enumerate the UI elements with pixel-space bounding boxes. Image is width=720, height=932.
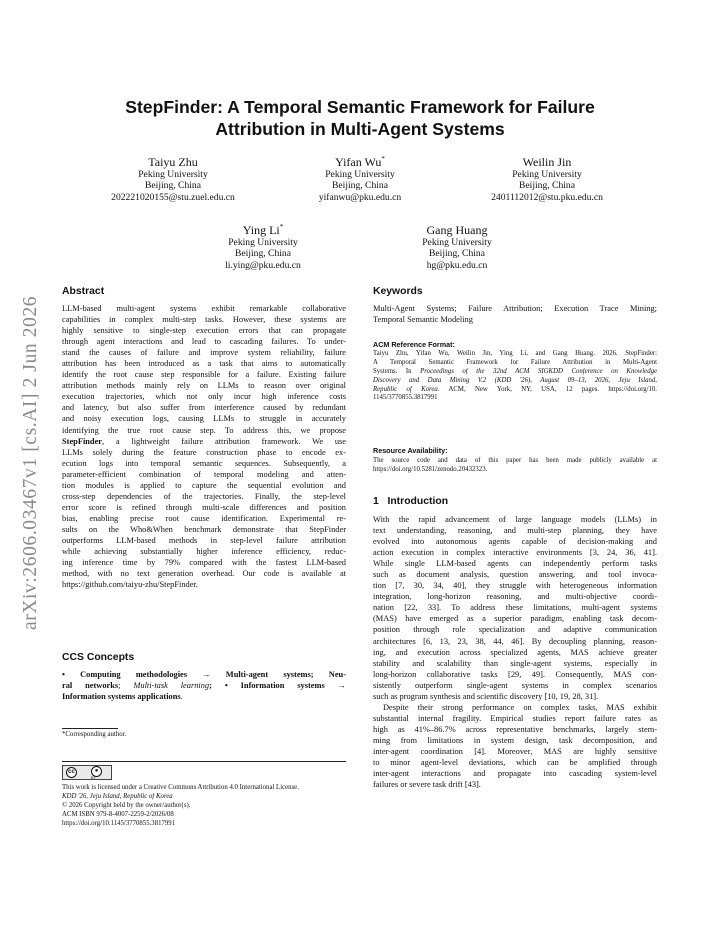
text-line: identifying the true root cause step. To address this, we propose bbox=[62, 425, 346, 435]
text-line: StepFinder, a lightweight failure attribution framework. We use bbox=[62, 436, 346, 446]
text-line: such as document analysis, question answering, and tool invoca- bbox=[373, 570, 657, 580]
text-line: evolved into autonomous agents capable of decision-making and bbox=[373, 537, 657, 547]
author-mark: * bbox=[381, 155, 385, 163]
text-line: position through role specialization and adaptive communication bbox=[373, 625, 657, 635]
author-email[interactable]: yifanwu@pku.edu.cn bbox=[318, 191, 402, 203]
abstract-body bbox=[62, 303, 346, 590]
author-name: Gang Huang bbox=[426, 223, 488, 237]
text-line: LLM-based multi-agent systems exhibit remarkable collaborative bbox=[62, 304, 346, 313]
text-line: outperforms LLM-based methods in step-level failure attribution bbox=[62, 535, 346, 545]
author-location: Beijing, China bbox=[145, 180, 201, 192]
author-block bbox=[357, 220, 557, 271]
text-line: https://doi.org/10.1145/3770855.3817991 bbox=[62, 819, 176, 827]
text-line: and latency, but also suffer from interference caused by redundant bbox=[62, 403, 346, 413]
by-label: BY bbox=[91, 776, 96, 780]
section-number: 1 bbox=[373, 496, 379, 507]
license-text bbox=[62, 784, 346, 828]
author-affiliation: Peking University bbox=[512, 169, 582, 180]
paper-title bbox=[60, 96, 660, 140]
author-location: Beijing, China bbox=[429, 248, 485, 260]
text-line: to minor agent-level deviations, which can be amplified through bbox=[373, 758, 657, 768]
ccs-arrow: → bbox=[337, 681, 346, 691]
text-line: Systems. In Proceedings of the 32nd ACM SIGKDD Conference on Knowledge bbox=[373, 367, 657, 375]
text-line: Despite their strong performance on complex tasks, MAS exhibit bbox=[383, 702, 657, 712]
author-affiliation: Peking University bbox=[422, 237, 492, 248]
author-affiliation: Peking University bbox=[228, 237, 298, 248]
text-line: tion [7, 30, 34, 40], they struggle with heterogeneous information bbox=[373, 581, 657, 591]
text-line: substantial internal fragility. Empirical studies report failure rates as bbox=[373, 713, 657, 723]
text-line: text understanding, reasoning, and multi-step planning, they have bbox=[373, 526, 657, 536]
ccs-term: ; Neu- bbox=[310, 670, 346, 679]
ccs-term: ; • Information systems bbox=[209, 681, 325, 691]
abstract-heading: Abstract bbox=[62, 286, 105, 297]
text-line: This work is licensed under a Creative Commons Attribution 4.0 International License. bbox=[62, 784, 299, 791]
text-line: such as program synthesis and scientific discovery [10, 19, 28, 31]. bbox=[373, 691, 599, 701]
text-line: ecution logs into temporal semantic sequences. Subsequently, a bbox=[62, 458, 346, 468]
author-email[interactable]: hg@pku.edu.cn bbox=[426, 259, 488, 271]
text-line: Taiyu Zhu, Yifan Wu, Weilin Jin, Ying Li, and Gang Huang. 2026. StepFinder: bbox=[373, 350, 657, 357]
text-line: Temporal Semantic Modeling bbox=[373, 315, 473, 325]
author-name: Weilin Jin bbox=[522, 155, 572, 169]
text-line: © 2026 Copyright held by the owner/author(s). bbox=[62, 801, 191, 809]
text-line: tion modules is applied to capture the sequential evolution and bbox=[62, 480, 346, 490]
text-line: execution trajectories, which not only incur high inference costs bbox=[62, 392, 346, 402]
license-rule bbox=[62, 761, 346, 762]
text-line: identify the root cause step responsible for a failure. Existing failure bbox=[62, 370, 346, 380]
author-email[interactable]: 2401112012@stu.pku.edu.cn bbox=[491, 191, 603, 203]
footnote: *Corresponding author. bbox=[62, 731, 127, 738]
author-mark: * bbox=[279, 223, 284, 231]
text-line: high as 41%–86.7% across representative benchmarks, largely stem- bbox=[373, 724, 657, 734]
text-line: attribution methods mainly rely on LLMs to reason over original bbox=[62, 381, 346, 391]
text-line: 1145/3770855.3817991 bbox=[373, 394, 438, 402]
text-line: error score is refined through multi-scale differences and position bbox=[62, 502, 346, 512]
ccs-period: . bbox=[180, 692, 183, 702]
keywords-body bbox=[373, 303, 657, 325]
text-line: attribution has been introduced as a task that aims to automatically bbox=[62, 359, 346, 369]
author-name: Ying Li bbox=[242, 223, 280, 237]
resource-heading: Resource Availability: bbox=[373, 446, 448, 455]
text-line: With the rapid advancement of large language models (LLMs) in bbox=[373, 515, 657, 524]
text-line: https://doi.org/10.5281/zenodo.20432323. bbox=[373, 465, 488, 473]
ccs-term: • Computing methodologies bbox=[62, 670, 188, 679]
text-line: nation [22, 33]. To address these limitations, multi-agent systems bbox=[373, 603, 657, 613]
author-block bbox=[447, 152, 647, 203]
text-line: ACM ISBN 979-8-4007-2259-2/2026/08 bbox=[62, 810, 174, 818]
creative-commons-badge[interactable] bbox=[62, 765, 112, 780]
text-line: While single LLM-based agents can independently perform tasks bbox=[373, 559, 657, 569]
text-line: Republic of Korea. ACM, New York, NY, USA, 12 pages. https://doi.org/10. bbox=[373, 385, 657, 393]
author-location: Beijing, China bbox=[519, 180, 575, 192]
text-line: and noisy execution logs, causing LLMs to struggle in accurately bbox=[62, 414, 346, 424]
by-person-icon: ● bbox=[91, 766, 102, 777]
ccs-concepts bbox=[62, 669, 346, 702]
text-line: Discovery and Data Mining V.2 (KDD '26), August 09–13, 2026, Jeju Island, bbox=[373, 376, 657, 384]
author-block bbox=[163, 220, 363, 271]
text-line: while achieving substantially higher inference efficiency, reduc- bbox=[62, 547, 346, 557]
ccs-term: ral networks bbox=[62, 681, 119, 691]
text-line: architectures [6, 13, 23, 38, 44, 46]. By decoupling planning, reason- bbox=[373, 636, 657, 646]
text-line: (MAS) have emerged as a superior paradigm, enabling task decom- bbox=[373, 614, 657, 624]
text-line: inter-agent interactions and propagate into cascading system-level bbox=[373, 769, 657, 779]
title-line-2: Attribution in Multi-Agent Systems bbox=[215, 119, 505, 139]
ccs-term: Multi-task learning bbox=[133, 681, 210, 691]
text-line: through agent interactions and lead to cascading failures. To under- bbox=[62, 337, 346, 347]
text-line: capabilities in complex multi-step tasks. However, these systems are bbox=[62, 315, 346, 325]
text-line: The source code and data of this paper has been made publicly available at bbox=[373, 457, 657, 464]
text-line: KDD '26, Jeju Island, Republic of Korea bbox=[62, 792, 173, 800]
introduction-body bbox=[373, 514, 657, 790]
ccs-separator: ; bbox=[118, 681, 134, 691]
text-line: Multi-Agent Systems; Failure Attribution; Execution Trace Mining; bbox=[373, 304, 657, 313]
text-line: ing inference time by 79% compared with the fastest LLM-based bbox=[62, 558, 346, 568]
text-line: bias, enabling precise root cause identification. Experimental re- bbox=[62, 513, 346, 523]
text-line: failures or severe task drift [43]. bbox=[373, 780, 481, 790]
section-title: Introduction bbox=[387, 496, 449, 507]
text-line: inter-agent coordination [4]. Moreover, MAS are highly sensitive bbox=[373, 746, 657, 756]
text-line: stand the causes of failure and improve system reliability, failure bbox=[62, 348, 346, 358]
text-line: parameter-efficient combination of temporal modeling and atten- bbox=[62, 469, 346, 479]
ccs-arrow: → bbox=[202, 670, 211, 679]
text-line: ming from limitations in system design, task decomposition, and bbox=[373, 735, 657, 745]
text-line: cross-step dependencies of the trajectories. Finally, the step-level bbox=[62, 491, 346, 501]
ccs-term: Information systems applications bbox=[62, 692, 181, 702]
text-line: highly sensitive to single-step execution errors that can propagate bbox=[62, 326, 346, 336]
text-line: long-horizon collaborative tasks [29, 49]. Consequently, MAS con- bbox=[373, 669, 657, 679]
text-line: sistently outperform single-agent systems in complex scenarios bbox=[373, 680, 657, 690]
author-affiliation: Peking University bbox=[325, 169, 395, 180]
text-line: A Temporal Semantic Framework for Failure Attribution in Multi-Agent bbox=[373, 358, 657, 366]
author-location: Beijing, China bbox=[332, 180, 388, 192]
author-name: Yifan Wu bbox=[335, 155, 382, 169]
footnote-rule bbox=[62, 728, 118, 729]
author-block bbox=[260, 152, 460, 203]
acm-reference-body bbox=[373, 350, 657, 403]
title-line-1: StepFinder: A Temporal Semantic Framework for Failure bbox=[125, 97, 595, 117]
text-line: https://github.com/taiyu-zhu/StepFinder. bbox=[62, 580, 198, 590]
arxiv-identifier-stamp: arXiv:2606.03467v1 [cs.AI] 2 Jun 2026 bbox=[20, 295, 41, 630]
text-line: ing, and execution across specialized agents, MAS achieve greater bbox=[373, 647, 657, 657]
text-line: integration, long-horizon reasoning, and multi-objective coordi- bbox=[373, 592, 657, 602]
text-line: stability and scalability than single-agent systems, especially in bbox=[373, 658, 657, 668]
cc-icon: cc bbox=[66, 767, 77, 778]
acm-reference-heading: ACM Reference Format: bbox=[373, 340, 455, 349]
author-affiliation: Peking University bbox=[138, 169, 208, 180]
author-email[interactable]: li.ying@pku.edu.cn bbox=[225, 259, 301, 271]
introduction-heading bbox=[373, 496, 448, 507]
author-block bbox=[73, 152, 273, 203]
author-name: Taiyu Zhu bbox=[148, 155, 198, 169]
text-line: LLMs solely during the feature construction phase to encode ex- bbox=[62, 447, 346, 457]
keywords-heading: Keywords bbox=[373, 286, 423, 297]
text-line: action execution in complex interactive environments [3, 24, 36, 41]. bbox=[373, 548, 657, 558]
resource-body bbox=[373, 457, 657, 475]
ccs-term: Multi-agent systems bbox=[225, 670, 311, 679]
author-location: Beijing, China bbox=[235, 248, 291, 260]
text-line: method, with no text generation overhead. Our code is available at bbox=[62, 569, 346, 579]
text-line: sults on the Who&When benchmark demonstrate that StepFinder bbox=[62, 524, 346, 534]
ccs-heading: CCS Concepts bbox=[62, 652, 135, 663]
author-email[interactable]: 202221020155@stu.zuel.edu.cn bbox=[111, 191, 235, 203]
